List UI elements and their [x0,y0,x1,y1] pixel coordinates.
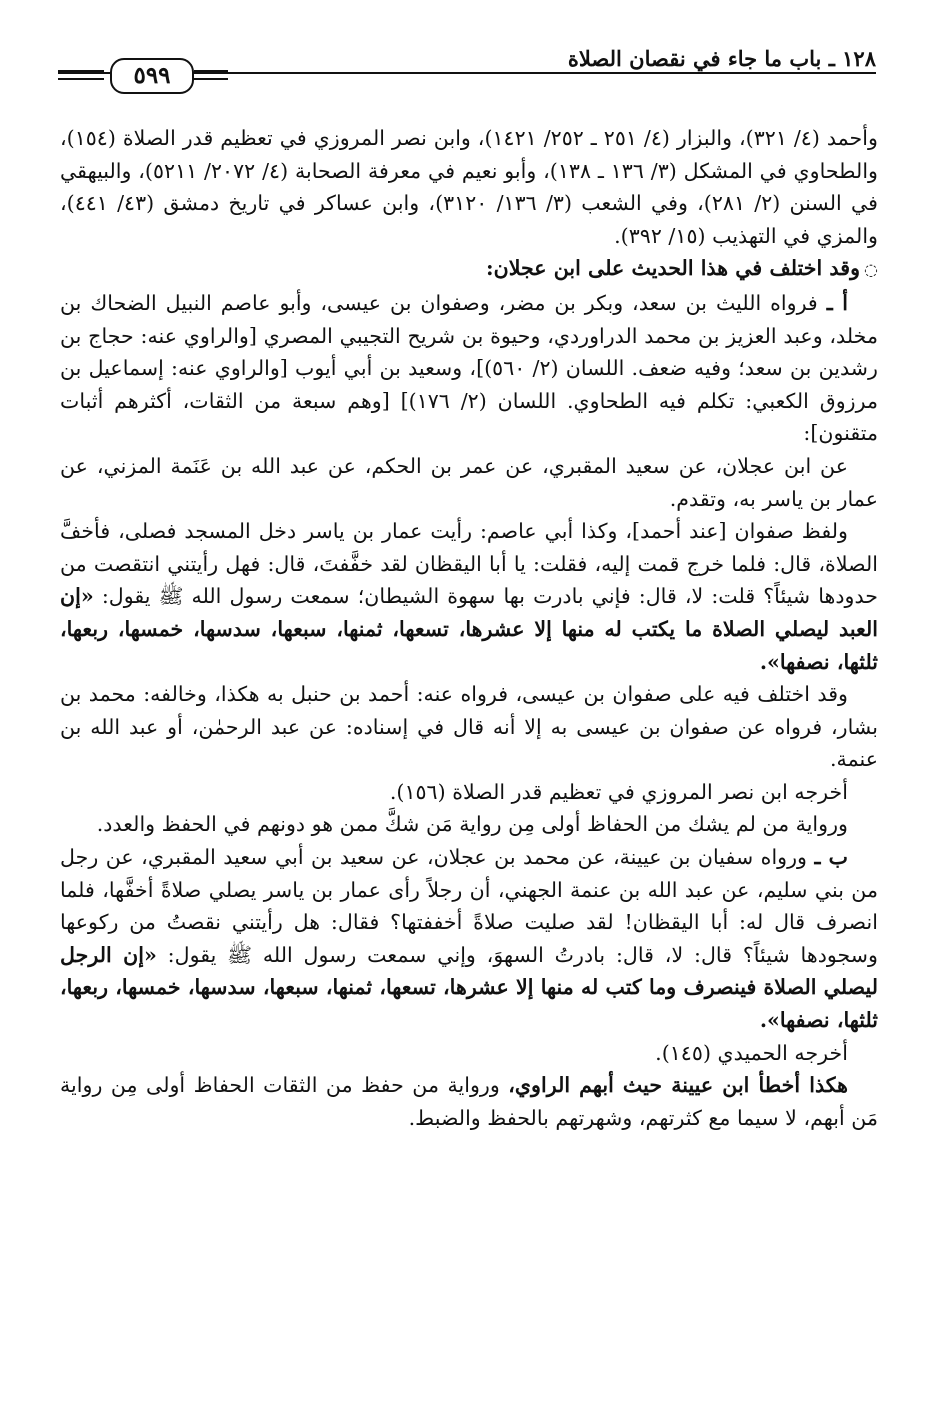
paragraph-isnad [60,450,878,515]
bullet-icon: ◌ [864,260,878,280]
paragraph-text: وقد اختلف فيه على صفوان بن عيسى، فرواه عنه: أحمد بن حنبل به هكذا، وخالفه: محمد بن بشار، فرواه عن صفوان بن عيسى به إلا أنه قال في إسناده: عن عبد الرحمٰن، أو عبد الله بن عنمة. [60,682,878,772]
paragraph-citations [60,122,878,252]
paragraph-safwan-difference [60,678,878,776]
main-text [60,122,878,1134]
paragraph-text: ورواه سفيان بن عيينة، عن محمد بن عجلان، عن سعيد بن أبي سعيد المقبري، عن رجل من بني سليم، عن عبد الله بن عنمة الجهني، أن رجلاً رأى عمار بن ياسر يصلي صلاةً أخفَّها، فلما انصرف قال له: أبا اليقظان! لقد صليت صلاةً أخففتها؟ فقال: هل رأيتني نقصتُ من ركوعها وسجودها شيئاً؟ قال: لا، قال: بادرتُ السهوَ، وإني سمعت رسول الله ﷺ يقول: [60,845,878,967]
paragraph-text: عن ابن عجلان، عن سعيد المقبري، عن عمر بن الحكم، عن عبد الله بن عَنَمة المزني، عن عمار بن ياسر به، وتقدم. [60,453,878,511]
hadith-text: «إن الرجل ليصلي الصلاة فينصرف وما كتب له منها إلا عشرها، تسعها، ثمنها، سبعها، سدسها، خمسها، ربعها، ثلثها، نصفها». [60,942,878,1033]
paragraph-marwazi [60,776,878,809]
item-marker: ب ـ [814,845,848,870]
paragraph-text: ورواية من حفظ من الثقات الحفاظ أولى مِن رواية مَن أبهم، لا سيما مع كثرتهم، وشهرتهم بالحفظ والضبط. [60,1073,878,1130]
paragraph-text: ورواية من لم يشك من الحفاظ أولى مِن رواية مَن شكَّ ممن هو دونهم في الحفظ والعدد. [96,812,848,837]
paragraph-conclusion [60,1069,878,1134]
conclusion-lead: هكذا أخطأ ابن عيينة حيث أبهم الراوي، [508,1073,848,1098]
item-marker: أ ـ [826,290,848,315]
section-heading: وقد اختلف في هذا الحديث على ابن عجلان: [485,256,861,281]
page-number: ٥٩٩ [110,58,194,94]
page-header [58,44,876,104]
chapter-title: ١٢٨ ـ باب ما جاء في نقصان الصلاة [567,46,876,71]
paragraph-humaydi [60,1037,878,1070]
paragraph-narrators-a [60,287,878,450]
paragraph-text: أخرجه الحميدي (١٤٥). [655,1040,848,1065]
paragraph-text: أخرجه ابن نصر المروزي في تعظيم قدر الصلاة (١٥٦). [389,779,848,804]
page-number-ornament [58,58,228,94]
paragraph-text: ولفظ صفوان [عند أحمد]، وكذا أبي عاصم: رأيت عمار بن ياسر دخل المسجد فصلى، فأخفَّ الصلاة، قال: فلما خرج قمت إليه، فقلت: يا أبا اليقظان لقد خفَّفتَ، قال: فهل رأيتني انتقصت من حدودها شيئاً؟ قلت: لا، قال: فإني بادرت بها سهوة الشيطان؛ سمعت رسول الله ﷺ يقول: [60,519,879,609]
paragraph-disagreement-heading [60,252,878,287]
paragraph-safwan-wording [60,515,878,678]
ornament-lines-right [194,70,228,80]
ornament-lines-left [58,70,104,80]
paragraph-text: وأحمد (٤/ ٣٢١)، والبزار (٤/ ٢٥١ ـ ٢٥٢/ ١٤٢١)، وابن نصر المروزي في تعظيم قدر الصلاة (١٥٤)، والطحاوي في المشكل (٣/ ١٣٦ ـ ١٣٨)، وأبو نعيم في معرفة الصحابة (٤/ ٢٠٧٢/ ٥٢١١)، والبيهقي في السنن (٢/ ٢٨١)، وفي الشعب (٣/ ١٣٦/ ٣١٢٠)، وابن عساكر في تاريخ دمشق (٤٣/ ٤٤١)، والمزي في التهذيب (١٥/ ٣٩٢). [60,126,878,248]
paragraph-preference [60,808,878,841]
paragraph-narrators-b [60,841,878,1037]
paragraph-text: فرواه الليث بن سعد، وبكر بن مضر، وصفوان بن عيسى، وأبو عاصم النبيل الضحاك بن مخلد، وعبد العزيز بن محمد الدراوردي، وحيوة بن شريح التجيبي المصري [والراوي عنه: حجاج بن رشدين بن سعد؛ وفيه ضعف. اللسان (٢/ ٥٦٠)]، وسعيد بن أبي أيوب [والراوي عنه: إسماعيل بن مرزوق الكعبي: تكلم فيه الطحاوي. اللسان (٢/ ١٧٦)] [وهم سبعة من الثقات، أكثرهم أثبات متقنون]: [60,290,878,446]
hadith-text: «إن العبد ليصلي الصلاة ما يكتب له منها إلا عشرها، تسعها، ثمنها، سبعها، سدسها، خمسها، ربعها، ثلثها، نصفها». [60,584,878,674]
